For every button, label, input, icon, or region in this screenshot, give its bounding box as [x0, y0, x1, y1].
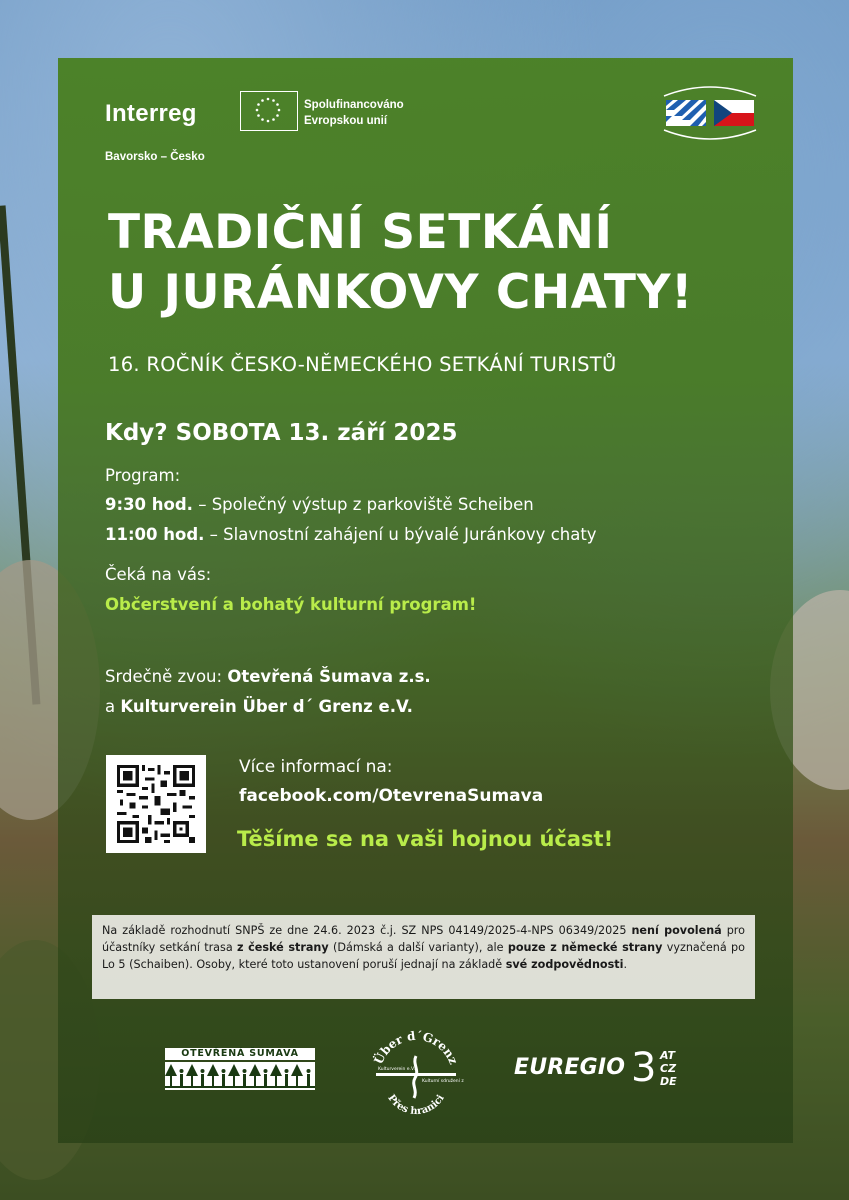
- uber-d-grenz-logo: [368, 1030, 464, 1122]
- program-desc: – Slavnostní zahájení u bývalé Juránkovy chaty: [204, 525, 597, 544]
- country-code: AT: [660, 1049, 675, 1062]
- notice-part: vyznačená po Lo 5 (Schaiben). Osoby, které toto ustanovení poruší jednají na základě: [102, 941, 745, 971]
- interreg-logo: Interreg: [105, 100, 197, 127]
- qr-code[interactable]: [106, 755, 206, 853]
- notice-part: pro účastníky setkání trasa: [102, 924, 745, 954]
- organizer-name: Otevřená Šumava z.s.: [227, 667, 431, 686]
- eu-cofunded-text: [304, 97, 404, 129]
- organizer-name: Kulturverein Über d´ Grenz e.V.: [120, 697, 413, 716]
- country-code: DE: [660, 1075, 677, 1088]
- uber-small-text: Kulturverein e.V.: [378, 1067, 415, 1072]
- event-date: Kdy? SOBOTA 13. září 2025: [105, 420, 458, 446]
- notice-part: Na základě rozhodnutí SNPŠ ze dne 24.6. 2023 č.j. SZ NPS 04149/2025-4-NPS 06349/2025: [102, 924, 632, 937]
- czech-flag-icon: [714, 100, 754, 126]
- notice-bold: své zodpovědnosti: [505, 958, 624, 971]
- title-line2: U JURÁNKOVY CHATY!: [108, 265, 693, 320]
- country-code: CZ: [660, 1062, 677, 1075]
- notice-bold: pouze z německé strany: [507, 941, 663, 954]
- title-line1: TRADIČNÍ SETKÁNÍ: [108, 205, 613, 260]
- otevrena-sumava-logo: [165, 1048, 315, 1090]
- euregio-logo: [514, 1045, 694, 1092]
- trees-people-icon: [165, 1062, 315, 1090]
- uber-d-grenz-emblem-icon: [368, 1030, 464, 1122]
- closing-cheer: Těšíme se na vaši hojnou účast!: [237, 827, 614, 851]
- bavaria-czech-flags-icon: [660, 82, 760, 144]
- eu-stars-icon: [253, 95, 283, 125]
- expect-label: Čeká na vás:: [105, 565, 212, 584]
- event-title: [108, 203, 693, 323]
- uber-small-text: Kulturní sdružení z: [422, 1079, 464, 1084]
- notice-part: (Dámská a další varianty), ale: [328, 941, 508, 954]
- euregio-number: 3: [631, 1045, 657, 1091]
- otevrena-sumava-wordmark: OTEVŘENÁ ŠUMAVA: [165, 1048, 315, 1060]
- uber-bottom-text: Přes hranici: [385, 1092, 447, 1118]
- notice-part: .: [623, 958, 627, 971]
- eu-text-line1: Spolufinancováno: [304, 99, 404, 111]
- invite-line1: [105, 667, 431, 686]
- notice-bold: z české strany: [237, 941, 329, 954]
- qr-code-icon: [116, 765, 196, 843]
- eu-text-line2: Evropskou unií: [304, 115, 388, 127]
- euregio-wordmark: EUREGIO: [514, 1055, 626, 1080]
- notice-bold: není povolená: [631, 924, 722, 937]
- event-subtitle: 16. ROČNÍK ČESKO-NĚMECKÉHO SETKÁNÍ TURISTŮ: [108, 353, 617, 376]
- notice-box: [92, 915, 755, 999]
- program-desc: – Společný výstup z parkoviště Scheiben: [192, 495, 534, 514]
- expect-highlight: Občerstvení a bohatý kulturní program!: [105, 595, 477, 614]
- program-label: Program:: [105, 466, 181, 485]
- program-time: 9:30 hod.: [105, 495, 193, 514]
- notice-text: [102, 922, 745, 973]
- eu-flag-icon: [240, 91, 298, 131]
- euregio-country-codes: [660, 1049, 677, 1088]
- more-info-label: Více informací na:: [239, 757, 393, 777]
- bavaria-flag-icon: [666, 100, 706, 126]
- invite-line2: [105, 697, 413, 716]
- invite-prefix: Srdečně zvou:: [105, 667, 228, 686]
- invite-prefix: a: [105, 697, 121, 716]
- program-item: [105, 525, 597, 544]
- uber-top-text: Über d´Grenz: [371, 1030, 461, 1067]
- region-label: Bavorsko – Česko: [105, 151, 205, 163]
- program-time: 11:00 hod.: [105, 525, 205, 544]
- facebook-link[interactable]: facebook.com/OtevrenaSumava: [239, 786, 544, 806]
- program-item: [105, 495, 534, 514]
